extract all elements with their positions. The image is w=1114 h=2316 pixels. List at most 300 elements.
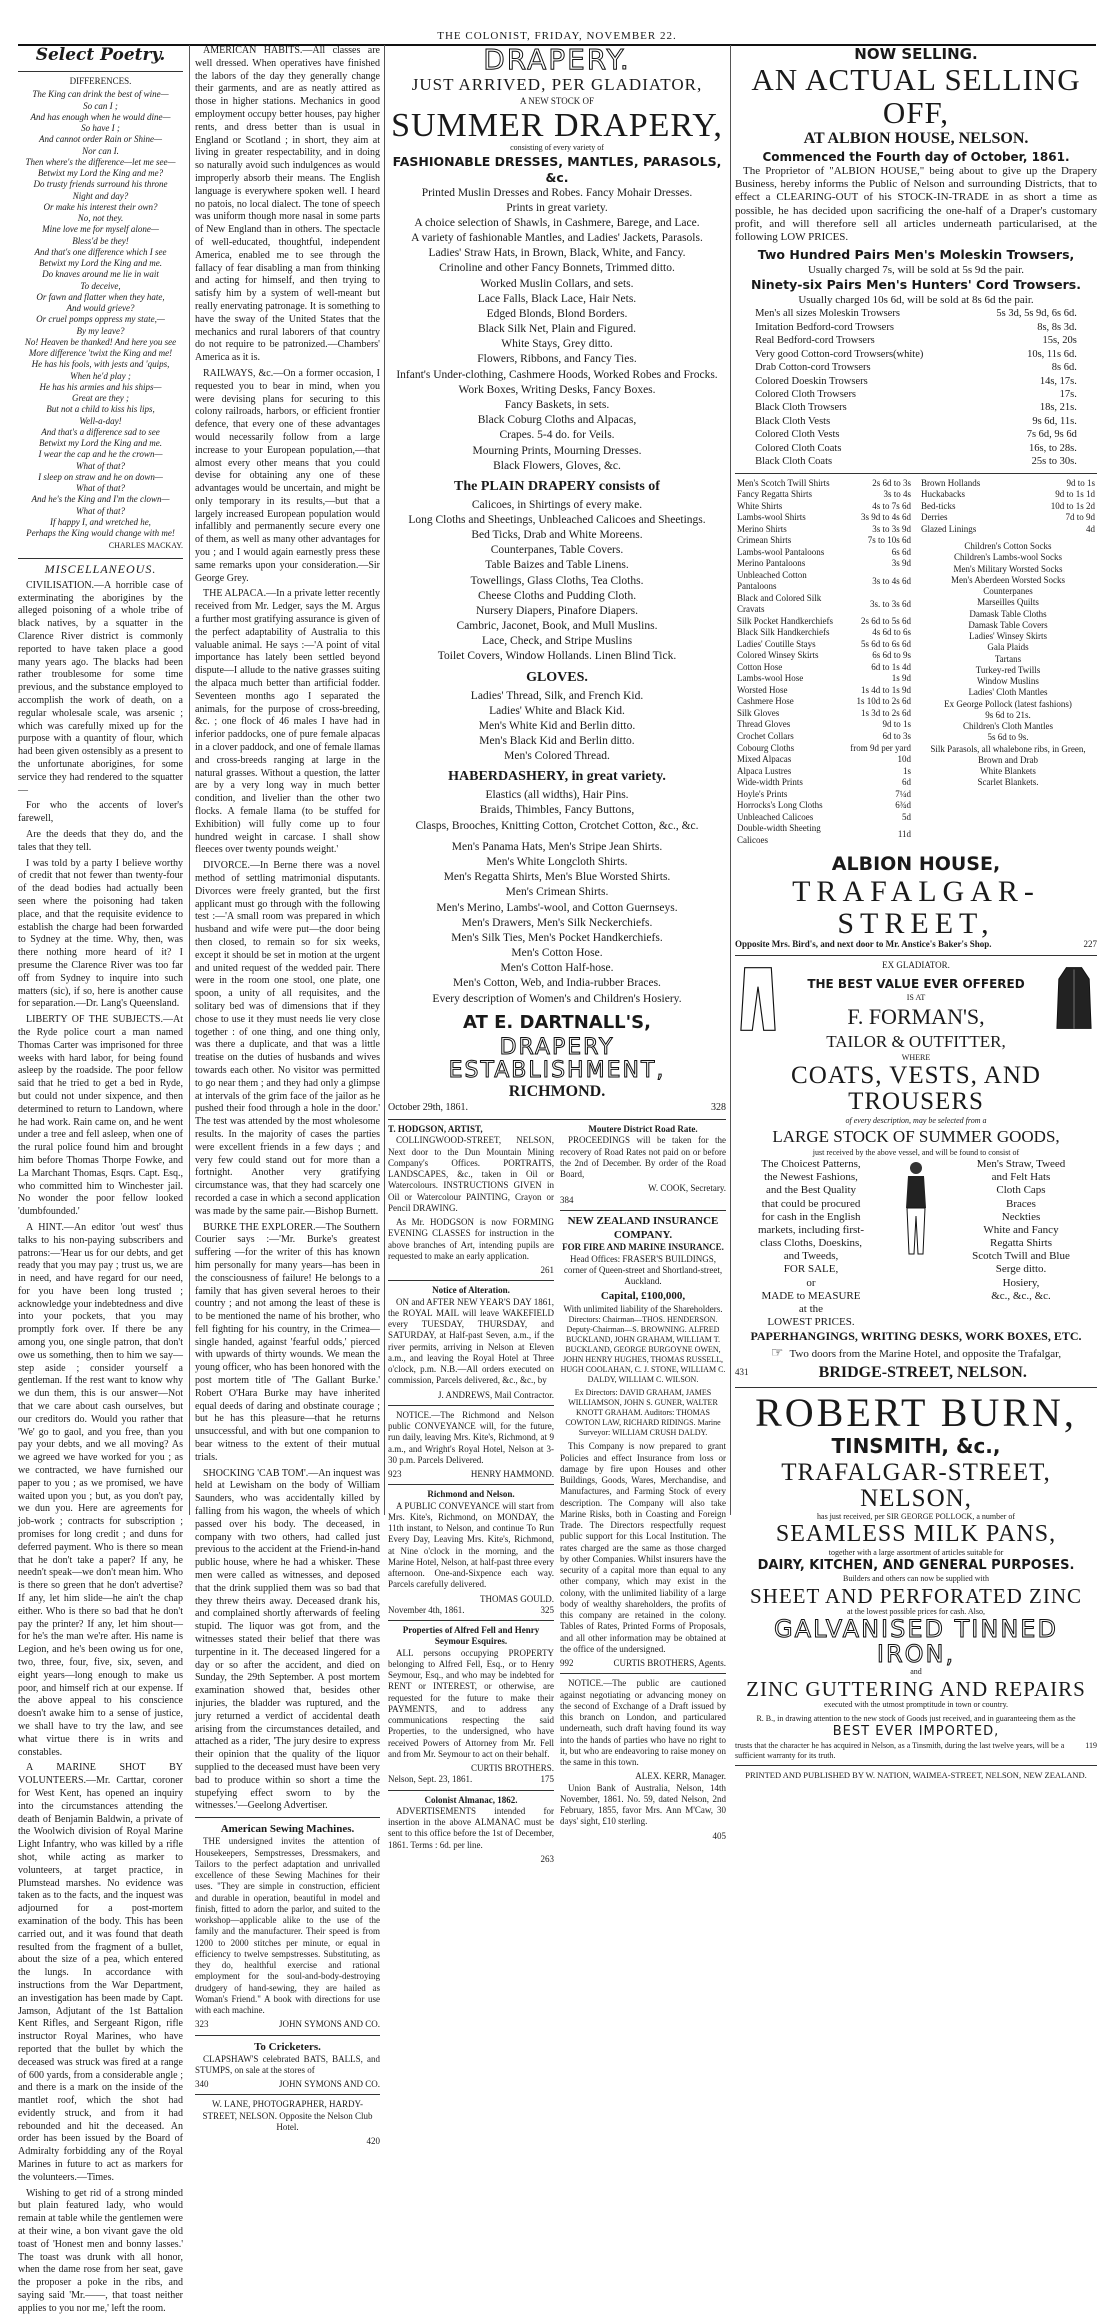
price-item: Lambs-wool Shirts (737, 512, 806, 523)
coats-vests: COATS, VESTS, AND TROUSERS (791, 1062, 1041, 1116)
price-value: 7¼d (895, 788, 911, 799)
two-doors: Two doors from the Marine Hotel, and opposite the Trafalgar, (789, 1347, 1062, 1360)
list-item: Clasps, Brooches, Knitting Cotton, Crotchet Cotton, &c., &c. (415, 819, 699, 832)
price-row (735, 789, 913, 801)
list-item: Men's Silk Ties, Men's Pocket Handkerchiefs. (451, 931, 663, 944)
has-just: has just received, per SIR GEORGE POLLOCK, a number of (817, 1512, 1015, 1522)
list-item: Scotch Twill and Blue (972, 1250, 1070, 1263)
divider (388, 1119, 726, 1120)
moutere-text: PROCEEDINGS will be taken for the recovery of Road Rates not paid on or before the 2nd of December. By order of the Road Board, (560, 1135, 726, 1180)
poem-line: Night and day? (72, 190, 129, 201)
alteration-sig: J. ANDREWS, Mail Contractor. (438, 1389, 554, 1400)
price-value: 7s 6d, 9s 6d (1026, 429, 1077, 441)
price-item: Black Silk Handkerchiefs (737, 627, 830, 638)
poem (18, 89, 183, 539)
price-item: Bed-ticks (921, 500, 956, 511)
richmond-sig: THOMAS GOULD. (480, 1593, 554, 1604)
price-row (753, 388, 1079, 401)
price-value: 5d (902, 811, 911, 822)
forman-ad (735, 960, 1097, 1383)
best-value: THE BEST VALUE EVER OFFERED (807, 977, 1025, 992)
nz-auditors: Ex Directors: DAVID GRAHAM, JAMES WILLIAMSON, JOHN S. GUNER, WALTER KNOTT GRAHAM. Auditors: THOMAS COWTON LAW, RICHARD RIDINGS. Marine Surveyor: WILLIAM CRUSH DALDY. (565, 1388, 721, 1438)
list-item: Cloth Caps (996, 1184, 1046, 1197)
list-item: Hosiery, (1002, 1276, 1040, 1289)
usually1: Usually charged 7s, will be sold at 5s 9d the pair. (807, 264, 1025, 277)
ad-number: 431 (735, 1367, 749, 1378)
price-value: 9d to 1s (1066, 477, 1095, 488)
price-item: Colored Cloth Vests (755, 429, 840, 441)
poem-author: CHARLES MACKAY. (108, 541, 183, 551)
price-row (735, 731, 913, 743)
price-row (735, 524, 913, 536)
tailor: TAILOR & OUTFITTER, (826, 1032, 1006, 1052)
list-item: Tartans (994, 653, 1022, 664)
poem-line: No, not they. (77, 213, 124, 224)
list-item: for cash in the English (761, 1210, 861, 1223)
ad-signature: CURTIS BROTHERS, Agents. (613, 1658, 726, 1669)
poem-line: Do trusty friends surround his throne (33, 179, 168, 190)
price-value: 9d to 1s (882, 719, 911, 730)
ad-number: 340 (195, 2079, 209, 2090)
price-value: 1s 3d to 2s 6d (860, 707, 911, 718)
list-item: Ladies' Winsey Skirts (968, 631, 1048, 642)
arrived: JUST ARRIVED, PER GLADIATOR, (411, 75, 703, 95)
gloves-heading: GLOVES. (526, 669, 588, 685)
cricketers-title: To Cricketers. (254, 2040, 321, 2053)
article-paragraph: A MARINE SHOT BY VOLUNTEERS.—Mr. Carttar, coroner for West Kent, has opened an inquiry into the circumstances attending the death of Benjamin Baldwin, a private of the Woolwich division of Royal Marine Light Infantry, who was killed by a rifle shot, while acting as marker to volunteers, at target practice, in Plumstead marshes. No evidence was taken as to the facts, and the inquest was adjourned for a post-mortem examination of the body. This has been carried out, and it was found that death resulted from the fragment of a bullet, about the size of a pea, which entered the lungs. In accordance with instructions from the War Department, an investigation has been made by Capt. Jamson, Adjutant of the 1st Battalion Kent Rifles, and Sergeant Rigon, rifle instructor Royal Marines, who have reported that the bullet by which the deceased was struck was fired at a range of 600 yards, from a considerable angle ; and there is a mark on the inside of the mantlet roof, which the shot had evidently struck, and from it had rebounded and hit the deceased. An order has been issued by the Board of Admiralty forbidding any of the Royal Marines in future to act as markers for the volunteers.—Times. (18, 1762, 183, 2183)
column-2 (195, 45, 380, 2147)
galvanised: GALVANISED TINNED IRON, (774, 1615, 1058, 1669)
price-item: Drab Cotton-cord Trowsers (755, 362, 871, 374)
price-value: 9s 6d, 11s. (1032, 415, 1077, 427)
price-value: 3s to 3s 9d (872, 523, 911, 534)
price-item: Silk Pocket Handkerchiefs (737, 615, 833, 626)
price-row (735, 650, 913, 662)
divider (195, 1817, 380, 1818)
price-item: White Shirts (737, 500, 783, 511)
new-stock: A NEW STOCK OF (520, 96, 594, 107)
price-item: Colored Doeskin Trowsers (755, 375, 868, 387)
price-value: 7d to 9d (1065, 512, 1095, 523)
poem-line: What of that? (76, 505, 125, 516)
poem-line: Mine love me for myself alone— (42, 224, 159, 235)
poem-line: I wear the cap and he the crown— (38, 449, 163, 460)
list-item: Towellings, Glass Cloths, Tea Cloths. (470, 574, 644, 587)
poem-line: What of that? (76, 483, 125, 494)
trouser-price-table (753, 307, 1079, 468)
forman-lists (735, 1158, 1097, 1329)
ad-number: 328 (711, 1102, 726, 1114)
price-row (753, 415, 1079, 428)
date: October 29th, 1861. (388, 1102, 468, 1114)
poem-line: Or cruel pomps oppress my state,— (36, 314, 165, 325)
list-item: Men's Straw, Tweed (976, 1157, 1066, 1170)
cricketers-footer (195, 2079, 380, 2090)
albion-house: ALBION HOUSE, (831, 853, 1001, 876)
mens-list (388, 840, 726, 1007)
price-row (919, 501, 1097, 513)
price-item: Fancy Regatta Shirts (737, 489, 812, 500)
list-item: Counterpanes (983, 586, 1033, 597)
article-paragraph: AMERICAN HABITS.—All classes are well dressed. When operatives have finished the labors of the day they generally change their garments, and are as neatly attired as those in higher stations. Mechanics in good employment occupy better houses, pay higher rents, and dress better than is usual in England or Scotland ; in short, they aim at living in greater respectability, and in doing so naturally avoid such indulgences as would improperly absorb their means. The English language is everywhere spoken well. I heard no patois, no local dialect. The tone of speech was uniform though more nasal in some parts of New England than in others. The spectacle of well-educated, thoughtful, independent America, enabled me to see through the fallacy of fear disabling a man from thinking and acting for himself, and then trying to satisfy him by a system of well-meant but really enervating patronage. It is something to have the sway of the United States that the mechanics and rural laborers of that country do not require to be patronized.—Chambers' America as it is. (195, 45, 380, 364)
misc-heading: MISCELLANEOUS. (18, 558, 183, 577)
masthead-title: THE COLONIST, FRIDAY, NOVEMBER 22. (437, 30, 677, 42)
moutere-sig: W. COOK, Secretary. (648, 1183, 726, 1194)
price-value: 1s 4d to 1s 9d (860, 684, 911, 695)
richmond: RICHMOND. (508, 1082, 606, 1100)
pointing-hand-icon: ☞ (770, 1345, 784, 1361)
list-item: Gala Plaids (987, 642, 1029, 653)
article-paragraph: THE ALPACA.—In a private letter recently received from Mr. Ledger, says the M. Argus a further most gratifying assurance is given of the perfect adaptability of Australia to this valuable animal. He says :—'A point of vital importance has lately been settled beyond dispute—I allude to the native grasses suiting the alpaca much better than artificial fodder. Seventeen months ago I separated the animals, for the purpose of cross-breeding, &c. ; one flock of 46 males I have had in inferior paddocks, one of pure female alpacas in a clover paddock, and one of female llamas and cross-breeds ranging at large in the natural grasses. Without a question, the latter are by a very long way in much better condition, and livelier than the other two flocks. A female llama (to be stuffed for Exhibition) will fully come up to four hundred weight in carcase. I shall show fleeces over twenty pounds weight.' (195, 588, 380, 856)
ad-number: 992 (560, 1658, 574, 1669)
article-paragraph: SHOCKING 'CAB TOM'.—An inquest was held at Lewisham on the body of William Saunders, who was accidentally killed by falling from his wagon, the wheels of which passed over his body. The deceased, in company with two others, had called just previous to the accident at the Friend-in-hand public house, where he had a whisker. These men were called as witnesses, and deposed that the drink supplied them was so bad that they threw theirs away. Deceased drank his, and complained shortly afterwards of feeling stupid. The liquor was got from, and the witnesses stated their belief that there was turpentine in it. The deceased lingered for a day or so after the accident, and died on Sunday, the 29th September. A post mortem examination showed that, besides other injuries, the bladder was ruptured, and the jury returned a verdict of accidental death arising from the circumstances detailed, and attached as a rider, 'The jury desire to express their opinion that the quality of the liquor supplied to the deceased must have been very bad to produce within so short a time the stupefying effect sworn to by the witnesses.'—Geelong Advertiser. (195, 1467, 380, 1812)
properties-text: ALL persons occupying PROPERTY belonging to Alfred Fell, Esq., or to Henry Seymour, Esq., and who may be indebted for RENT or INTEREST, or otherwise, are requested for the future to make their PAYMENTS, and to address any communications respecting the said Properties, to the undersigned, who have received Powers of Attorney from Mr. Fell and from Mr. Seymour to act on their behalf. (388, 1647, 554, 1759)
list-item: Ladies' White and Black Kid. (489, 704, 625, 717)
list-item: Crapes. 5-4 do. for Veils. (499, 429, 615, 442)
cricketers-text: CLAPSHAW'S celebrated BATS, BALLS, and STUMPS, on sale at the stores of (195, 2053, 380, 2075)
list-item: Infant's Under-clothing, Cashmere Hoods, Worked Robes and Frocks. (396, 368, 718, 381)
together: together with a large assortment of articles suitable for (828, 1547, 1004, 1557)
list-item: Black Flowers, Gloves, &c. (493, 459, 621, 472)
trusts-line (735, 1741, 1097, 1761)
list-item: Cheese Cloths and Pudding Cloth. (477, 589, 637, 602)
now-selling: NOW SELLING. (854, 45, 978, 63)
price-item: Brown Hollands (921, 477, 981, 488)
poem-line: Well-a-day! (79, 415, 122, 426)
large-stock: LARGE STOCK OF SUMMER GOODS, (772, 1126, 1060, 1146)
price-row (735, 478, 913, 490)
poem-line: And that's a difference sad to see (41, 426, 160, 437)
list-item: &c., &c., &c. (991, 1289, 1051, 1302)
poem-line: Betwixt my Lord the King and me. (39, 258, 162, 269)
price-row (753, 348, 1079, 361)
list-item: Men's Panama Hats, Men's Stripe Jean Shirts. (451, 840, 663, 853)
column-rule (189, 45, 190, 1515)
price-row (735, 570, 913, 593)
list-item: White Blankets (980, 766, 1036, 777)
price-row (735, 812, 913, 824)
nz-title: NEW ZEALAND INSURANCE COMPANY. (567, 1214, 719, 1241)
poem-line: Do knaves around me lie in wait (42, 269, 159, 280)
list-item: White Stays, Grey ditto. (501, 338, 613, 351)
price-row (735, 696, 913, 708)
price-item: Real Bedford-cord Trowsers (755, 335, 875, 347)
poem-line: More difference 'twixt the King and me! (28, 348, 173, 359)
properties-footer (388, 1774, 554, 1785)
list-item: Men's Aberdeen Worsted Socks (951, 574, 1065, 585)
list-item: Table Baizes and Table Linens. (485, 559, 629, 572)
poem-line: I sleep on straw and he on down— (38, 471, 163, 482)
poem-line: When he'd play ; (70, 370, 131, 381)
list-item: Fancy Baskets, in sets. (504, 398, 610, 411)
list-item: Damask Table Cloths (969, 608, 1047, 619)
price-item: Alpaca Lustres (737, 765, 792, 776)
executed: executed with the utmost promptitude in town or country. (823, 1699, 1009, 1709)
lowest: at the lowest possible prices for cash. Also, (847, 1606, 985, 1616)
conveyance-footer (388, 1469, 554, 1480)
price-value: 4d (1086, 523, 1095, 534)
poem-line: And would grieve? (66, 303, 135, 314)
price-row (753, 375, 1079, 388)
list-item: Long Cloths and Sheetings, Unbleached Calicoes and Sheetings. (408, 513, 706, 526)
list-item: Counterpanes, Table Covers. (490, 544, 624, 557)
price-value: 3s to 4s (883, 489, 911, 500)
poem-line: But not a child to kiss his lips, (46, 404, 155, 415)
list-item: and the Best Quality (765, 1184, 857, 1197)
price-item: Merino Shirts (737, 523, 787, 534)
hodgson-title: T. HODGSON, ARTIST, (388, 1124, 483, 1135)
list-item: 9s 6d to 21s. (985, 709, 1031, 720)
list-item: and Tweeds, (783, 1250, 839, 1263)
list-item: Printed Muslin Dresses and Robes. Fancy Mohair Dresses. (421, 186, 693, 199)
two-hundred: Two Hundred Pairs Men's Moleskin Trowsers, (757, 247, 1075, 263)
list-item: Cambric, Jaconet, Book, and Mull Muslins. (456, 620, 658, 633)
list-item: Men's White Kid and Berlin ditto. (478, 719, 636, 732)
list-item: Crinoline and other Fancy Bonnets, Trimmed ditto. (439, 262, 675, 275)
price-value: 10s, 11s 6d. (1027, 348, 1077, 360)
divider (18, 71, 183, 72)
price-row (753, 321, 1079, 334)
price-row (753, 442, 1079, 455)
ad-number: 420 (366, 2136, 380, 2147)
drapery-list (388, 186, 726, 474)
albion-footer (735, 939, 1097, 951)
list-item: Men's Drawers, Men's Silk Neckerchiefs. (461, 916, 653, 929)
hodgson-text2: As Mr. HODGSON is now FORMING EVENING CLASSES for instruction in the above branches of Art, intending pupils are requested to make an early application. (388, 1217, 554, 1261)
list-item: Worked Muslin Collars, and sets. (480, 277, 634, 290)
list-item: Men's White Longcloth Shirts. (486, 856, 628, 868)
ad-number: 923 (388, 1469, 402, 1480)
ad-number: 323 (195, 2019, 209, 2030)
consisting: consisting of every variety of (510, 143, 604, 153)
nz-sub: FOR FIRE AND MARINE INSURANCE. (562, 1242, 724, 1253)
price-row (919, 478, 1097, 490)
sheet-zinc: SHEET AND PERFORATED ZINC (749, 1583, 1083, 1608)
list-item: that could be procured (761, 1197, 861, 1210)
price-value: 7s to 10s 6d (867, 535, 911, 546)
kerr-text: NOTICE.—The public are cautioned against negotiating or advancing money on the second of Exchange of a Draft issued by this branch on London, and particulared underneath, such draft having found its way into the hands of parties who have no right to it, but who are endeavoring to raise money on the same in this town. (560, 1678, 726, 1768)
albion-at: AT ALBION HOUSE, NELSON. (803, 130, 1029, 148)
price-value: 2s 6d to 5s 6d (860, 615, 911, 626)
poem-line: And has enough when he would dine— (30, 111, 171, 122)
nz-capital: Capital, £100,000, (600, 1290, 686, 1303)
article-paragraph: For who the accents of lover's farewell, (18, 800, 183, 825)
conveyance-text: NOTICE.—The Richmond and Nelson public CONVEYANCE will, for the future, run daily, leaving Mrs. Kite's, Richmond, at 9 a.m., and Wright's Royal Hotel, Nelson at 3-30 p.m. Parcels Delivered. (388, 1409, 554, 1465)
list-item: Prints in great variety. (506, 201, 608, 214)
list-item: Nursery Diapers, Pinafore Diapers. (476, 604, 638, 617)
price-row (735, 673, 913, 685)
tinsmith: TINSMITH, &c., (831, 1434, 1001, 1459)
list-item: Men's Colored Thread. (504, 750, 610, 763)
lane-ad: W. LANE, PHOTOGRAPHER, HARDY-STREET, NELSON. Opposite the Nelson Club Hotel. (202, 2099, 373, 2132)
nz-text: This Company is now prepared to grant Policies and effect Insurance from loss or damage by fire upon Houses and other Buildings, Goods, Wares, Merchandise, and Manufactures, and Farming Stock of every description. The Company will also take Marine Risks, both in Coasting and Foreign Trade. The Directors respectfully request public support for this Local Institution. The rates charged are the same as those charged by other Companies. Whilst insurers have the security of a capital more than equal to any other company, which may exist in the colony, with the unlimited liability of a large body of wealthy shareholders, the profits of this company are retained in the colony. Tables of Rates, Printed Forms of Proposals, and all other information may be obtained at the office of the undersigned. (560, 1441, 726, 1654)
list-item: Men's Cotton Half-hose. (500, 962, 614, 975)
list-item: Flowers, Ribbons, and Fancy Ties. (477, 353, 637, 366)
poetry-heading: Select Poetry. (35, 45, 166, 65)
list-item: Regatta Shirts (989, 1237, 1053, 1250)
article-paragraph: I was told by a party I believe worthy of credit that not fewer than twenty-four of the dead bodies had actually been seen where the poisoning had taken place, and that the requisite evidence to establish the charge had been forwarded to Sydney at the time. Why, then, was there nothing more heard of it? I presume the Clarence River was too far off from Sydney to inquire into such matters (sic), if so, here is another cause for separation.—Dr. Lang's Queensland. (18, 857, 183, 1010)
price-row (735, 535, 913, 547)
list-item: Marseilles Quilts (977, 597, 1039, 608)
poem-line: Or make his interest their own? (43, 201, 158, 212)
price-value: 4s to 7s 6d (872, 500, 911, 511)
list-item: Edged Blonds, Blond Borders. (486, 307, 628, 320)
gentleman-figure-icon (887, 1158, 945, 1258)
article-paragraph: BURKE THE EXPLORER.—The Southern Courier says :—'Mr. Burke's greatest suffering —for the writer of this has known him personally for many years—has been in the consciousness of failure! He belongs to a family that has given several heroes to their country ; and not among the least of these is to be mentioned the name of his brother, who fell fighting for his country, in the Crimea—single handed, against 'fearful odds,' pierced with upwards of thirty wounds. We mean the young officer, who has been honored with the post mortem title of 'The Gallant Burke.' Robert O'Hara Burke may have inherited equal deeds of daring and obstinate courage ; but he has this pleasure—that he returns unsuccessful, and with but one companion to bear witness to the extent of their mutual trials. (195, 1221, 380, 1463)
list-item: Men's Crimean Shirts. (505, 886, 609, 899)
price-row (919, 489, 1097, 501)
list-item: 5s 6d to 9s. (987, 732, 1029, 743)
richmond-title: Richmond and Nelson. (427, 1489, 515, 1500)
summer-drapery: SUMMER DRAPERY, (391, 106, 723, 144)
price-value: 5s 3d, 5s 9d, 6s 6d. (996, 308, 1077, 320)
sewing-text: THE undersigned invites the attention of Housekeepers, Sempstresses, Dressmakers, and Tailors to the perfect adaptation and unrivalled excellence of these Sewing Machines for their uses. "They are simple in construction, efficient and durable in operation, beautiful in model and finish, fitted to adorn the parlor, and suited to the workshop—applicable alike to the use of the family and the manufacturer. Their speed is from 1200 to 2000 stitches per minute, or equal in efficiency to twelve sempstresses. Substituting, as they do, healthful exercise and rational employment for the soul-and-body-destroying drudgery of hand-sewing, they are hailed as Woman's Friend." A book with directions for use with each machine. (195, 1836, 380, 2015)
bridge-line (735, 1363, 1097, 1383)
price-row (735, 823, 913, 846)
price-value: 25s to 30s. (1031, 456, 1077, 468)
poem-line: To deceive, (80, 280, 121, 291)
list-item: Bed Ticks, Drab and White Moreens. (471, 529, 643, 542)
divider (195, 2035, 380, 2036)
list-item: Turkey-red Twills (975, 664, 1041, 675)
price-row (735, 627, 913, 639)
poem-line: So can I ; (83, 100, 118, 111)
price-item: Black and Colored Silk Cravats (737, 592, 822, 615)
list-item: Mourning Prints, Mourning Dresses. (472, 444, 642, 457)
article-paragraph: Are the deeds that they do, and the tales that they tell. (18, 829, 183, 853)
poem-line: By my leave? (76, 325, 125, 336)
divider (195, 2094, 380, 2095)
price-item: Crimean Shirts (737, 535, 792, 546)
column-4 (735, 45, 1097, 1781)
printed-by: PRINTED AND PUBLISHED BY W. NATION, WAIMEA-STREET, NELSON, NEW ZEALAND. (745, 1770, 1087, 1781)
list-item: MADE to MEASURE (761, 1289, 861, 1302)
price-row (735, 616, 913, 628)
price-item: Glazed Linings (921, 523, 977, 534)
moutere-title: Moutere District Road Rate. (588, 1124, 698, 1135)
list-item: the Newest Fashions, (764, 1171, 858, 1184)
price-row (735, 489, 913, 501)
actual-selling: AN ACTUAL SELLING OFF, (751, 62, 1081, 130)
small-ads (388, 1124, 726, 1865)
list-item: Lace, Check, and Stripe Muslins (481, 635, 633, 648)
poem-line: Nor can I. (82, 145, 119, 156)
poem-line: And cannot order Rain or Shine— (39, 134, 162, 145)
column-1 (18, 45, 183, 2314)
list-item: Scarlet Blankets. (977, 777, 1039, 788)
price-item: Horrocks's Long Cloths (737, 800, 823, 811)
price-item: Cashmere Hose (737, 696, 794, 707)
two-doors-line (735, 1345, 1097, 1363)
poem-line: If happy I, and wretched he, (50, 516, 151, 527)
price-value: 15s, 20s (1042, 335, 1077, 347)
price-row (735, 800, 913, 812)
nz-directors: Directors: Chairman—THOS. HENDERSON. Deputy-Chairman—S. BROWNING. ALFRED BUCKLAND, JOHN GRAHAM, WILLIAM T. BUCKLAND, GEORGE BURGOYNE OWEN, JOHN HENRY HUGHES, THOMAS RUSSELL, HUGH COOLAHAN, C. J. STONE, WILLIAM C. DALDY, WILLIAM C. WILSON. (560, 1315, 726, 1385)
poem-line: What of that? (76, 460, 125, 471)
articles (195, 45, 380, 1813)
list-item: Men's Military Worsted Socks (953, 563, 1063, 574)
price-value: 5s 6d to 6s 6d (860, 638, 911, 649)
intro: The Proprietor of "ALBION HOUSE," being about to give up the Drapery Business, hereby informs the Public of Nelson and surrounding Districts, that to effect a CLEARING-OUT of his STOCK-IN-TRADE in as short a time as possible, he has decided upon sacrificing the one-half of a Draper's customary profit, and will therefore sell all articles underneath particularised, at the following LOW PRICES. (735, 165, 1097, 244)
is-at: IS AT (906, 992, 926, 1002)
article-paragraph: A HINT.—An editor 'out west' thus talks to his non-paying subscribers and patrons:—'Hear us for our debts, and get ready that you may pay ; trust us, we are in need, and have regard for our need, for you have been long trusted ; acknowledge your indebtedness and dive into your pockets, that you may promptly fork over. If there be any among you, one single patron, that don't owe us something, then to him we say—step aside ; consider yourself a gentleman. If the rest want to know why we dun them, this is our answer—Not that we care about cash ourselves, but our creditors do. Would you rather that 'We' go to gaol, and you free, than you pay your debts, and we all moving? As we agreed we have worked for you ; as we contracted, we have furnished our paper to you ; as we promised, we have waited upon you ; but, as you don't pay, we dun you. Here are agreements for job-work ; contracts for subscription ; promises for long credit ; and duns for deferred payment. Who is there so mean that he don't take a paper? If any, he needn't speak—we don't mean him. Who is there so green that he don't advertise? If any, let him slide—he ain't the chap either. Who is there so bad that he don't pay the printer? If any, let him shout—for he's the man we're after. His name is Legion, and he's been owing us for one, two, three, four, five, six, seven, and eight years—long enough to make us poor, and himself rich at our expense. If the above appeal to his conscience doesn't awake him to a sense of justice, we shall have to try the law, and see what virtue there is in writs and constables. (18, 1221, 183, 1758)
price-row (753, 361, 1079, 374)
richmond-date: November 4th, 1861. (388, 1604, 465, 1615)
price-item: Lambs-wool Pantaloons (737, 546, 825, 557)
price-row (753, 307, 1079, 320)
at-dartnall: AT E. DARTNALL'S, (463, 1011, 651, 1033)
list-item: Serge ditto. (995, 1263, 1047, 1276)
price-item: Derries (921, 512, 948, 523)
properties-title: Properties of Alfred Fell and Henry Seymour Esquires. (402, 1625, 540, 1647)
ad-number: 261 (540, 1265, 554, 1276)
list-item: The Choicest Patterns, (761, 1157, 861, 1170)
list-item: Lace Falls, Black Lace, Hair Nets. (477, 292, 637, 305)
list-item: class Cloths, Doeskins, (759, 1237, 863, 1250)
richmond-footer (388, 1605, 554, 1616)
price-item: Huckabacks (921, 489, 965, 500)
fashionable: FASHIONABLE DRESSES, MANTLES, PARASOLS, &c. (392, 153, 722, 185)
poem-line: He has his fools, with jests and 'quips, (31, 359, 170, 370)
column-3 (388, 43, 726, 1864)
price-item: Imitation Bedford-cord Trowsers (755, 321, 894, 333)
list-item: Children's Lambs-wool Socks (953, 552, 1063, 563)
price-value: 4s 6d to 6s (872, 627, 911, 638)
list-item: markets, including first- (757, 1223, 864, 1236)
date-line (388, 1102, 726, 1115)
price-row (735, 766, 913, 778)
list-item: Braids, Thimbles, Fancy Buttons, (479, 804, 635, 817)
misc-articles (18, 580, 183, 2316)
list-item: Work Boxes, Writing Desks, Fancy Boxes. (458, 383, 656, 396)
article-paragraph: CIVILISATION.—A horrible case of exterminating the aborigines by the alleged poisoning of a whole tribe of black natives, by a squatter in the Clarence River district is commonly reported to have taken place a good many years ago. The blacks had been rather troublesome for some time previous, and the substance employed to accomplish the work of death, on a regular wholesale scale, was arsenic ; which was carefully mixed up for the purpose with a quantity of flour, which had been given ostensibly as a present to the unfortunate aborigines, for some service they had rendered to the squatter— (18, 579, 183, 796)
list-item: Calicoes, in Shirtings of every make. (471, 498, 643, 511)
nz-offices: Head Offices: FRASER'S BUILDINGS, corner of Queen-street and Shortland-street, Auckland. (563, 1253, 723, 1287)
ad-signature: JOHN SYMONS AND CO. (278, 2019, 380, 2030)
poem-line: Then where's the difference—let me see— (25, 156, 176, 167)
forman-name: F. FORMAN'S, (847, 1004, 985, 1030)
price-item: Silk Gloves (737, 707, 780, 718)
price-value: 8s, 8s 3d. (1037, 321, 1077, 333)
price-item: Colored Winsey Skirts (737, 650, 819, 661)
list-item: Silk Parasols, all whalebone ribs, in Green, (930, 743, 1086, 754)
price-row (735, 593, 913, 616)
price-value: 17s. (1059, 389, 1077, 401)
plain-heading: The PLAIN DRAPERY consists of (454, 478, 660, 494)
ad-number: 405 (712, 1830, 726, 1841)
poem-line: Or fawn and flatter when they hate, (36, 291, 165, 302)
paperhangings: PAPERHANGINGS, WRITING DESKS, WORK BOXES, ETC. (750, 1329, 1082, 1344)
ad-number: 119 (1085, 1740, 1097, 1750)
best-ever: BEST EVER IMPORTED, (832, 1724, 1000, 1740)
price-value: 3s. to 3s 6d (869, 598, 911, 609)
ad-number: 384 (560, 1194, 574, 1205)
properties-date: Nelson, Sept. 23, 1861. (388, 1774, 473, 1785)
bridge: BRIDGE-STREET, NELSON. (818, 1363, 1027, 1381)
poem-line: No! Heaven be thanked! And here you see (24, 336, 177, 347)
right-items (919, 541, 1097, 789)
poem-line: And he's the King and I'm the clown— (31, 494, 170, 505)
price-row (735, 558, 913, 570)
price-value: 6s 6d (891, 546, 911, 557)
article-paragraph: LIBERTY OF THE SUBJECTS.—At the Ryde police court a man named Thomas Carter was imprisoned for three weeks with hard labor, for being found asleep by the roadside. The poor fellow said that he tried to get a bed in Ryde, but could not under sixpence, and then determined to return to Landown, where he had work. Rain came on, and he went under a tree and fell asleep, when one of the rural police found him and brought him before Thomas Thorpe Fowke, and La Marchant Thomas, Esqrs. Capt. Esq., who committed him to Winchester jail. No wonder the poor fellow looked 'dumbfounded.' (18, 1014, 183, 1218)
list-item: Men's Black Kid and Berlin ditto. (479, 735, 635, 748)
ex-gladiator: EX GLADIATOR. (882, 959, 950, 970)
list-item: Children's Cotton Socks (964, 541, 1052, 552)
where: WHERE (901, 1052, 931, 1062)
seamless: SEAMLESS MILK PANS, (775, 1521, 1057, 1548)
price-item: Wide-width Prints (737, 777, 803, 788)
